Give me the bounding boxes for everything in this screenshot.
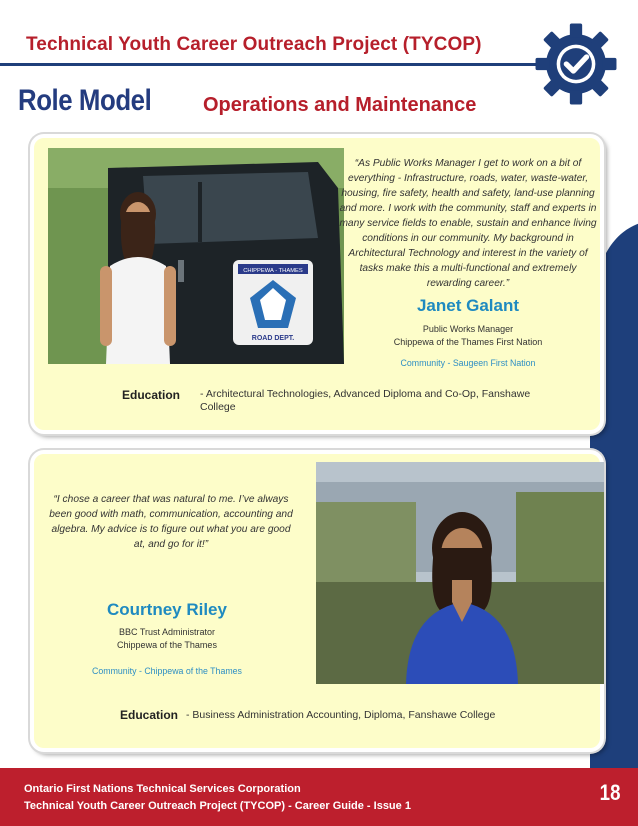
page-footer (0, 768, 638, 826)
header-divider (0, 63, 555, 66)
profile-photo (48, 148, 344, 364)
profile-role (42, 626, 292, 652)
profile-card (30, 134, 604, 434)
truck-door-text: CHIPPEWA - THAMES (243, 268, 303, 274)
education-label: Education (120, 708, 179, 722)
education-label: Education (122, 388, 181, 402)
gear-checkmark-icon (532, 20, 620, 108)
profile-name: Courtney Riley (107, 600, 227, 619)
profile-card (30, 450, 604, 752)
profile-organization: Chippewa of the Thames First Nation (393, 337, 543, 347)
education-text: - Architectural Technologies, Advanced Diploma and Co-Op, Fanshawe College (200, 388, 531, 413)
profile-title: BBC Trust Administrator (118, 627, 216, 637)
profile-photo (316, 462, 604, 684)
profile-community: Community - Saugeen First Nation (400, 358, 536, 368)
profile-community: Community - Chippewa of the Thames (92, 666, 242, 676)
profile-role (338, 323, 598, 349)
truck-plate-text: ROAD DEPT. (251, 335, 295, 342)
profile-quote: “I chose a career that was natural to me. I’ve always been good with math, communication, accounting and algebra. My advice is to figure out what you are good at, and go for it!” (49, 494, 293, 550)
profile-organization: Chippewa of the Thames (117, 640, 217, 650)
truck-photo-illustration (48, 148, 344, 364)
section-subtitle: Operations and Maintenance (203, 94, 477, 116)
page-title: Technical Youth Career Outreach Project (TYCOP) (26, 34, 482, 55)
education-text: - Business Administration Accounting, Diploma, Fanshawe College (186, 709, 496, 721)
portrait-photo-illustration (316, 462, 604, 684)
footer-organization: Ontario First Nations Technical Services Corporation (24, 783, 301, 795)
section-label: Role Model (18, 84, 152, 117)
profile-quote: “As Public Works Manager I get to work on a bit of everything - Infrastructure, roads, water, waste-water, housing, fire safety, health and safety, land-use planning and more. I work with the community, staff and experts in many service fields to enable, sustain and enhance living conditions in our community. My background in Architectural Technology and interest in the variety of tasks make this a multi-functional and extremely rewarding career.” (339, 158, 597, 289)
page-number: 18 (599, 780, 620, 805)
profile-name: Janet Galant (416, 296, 520, 315)
profile-title: Public Works Manager (422, 324, 514, 334)
footer-publication: Technical Youth Career Outreach Project (TYCOP) - Career Guide - Issue 1 (24, 800, 411, 812)
